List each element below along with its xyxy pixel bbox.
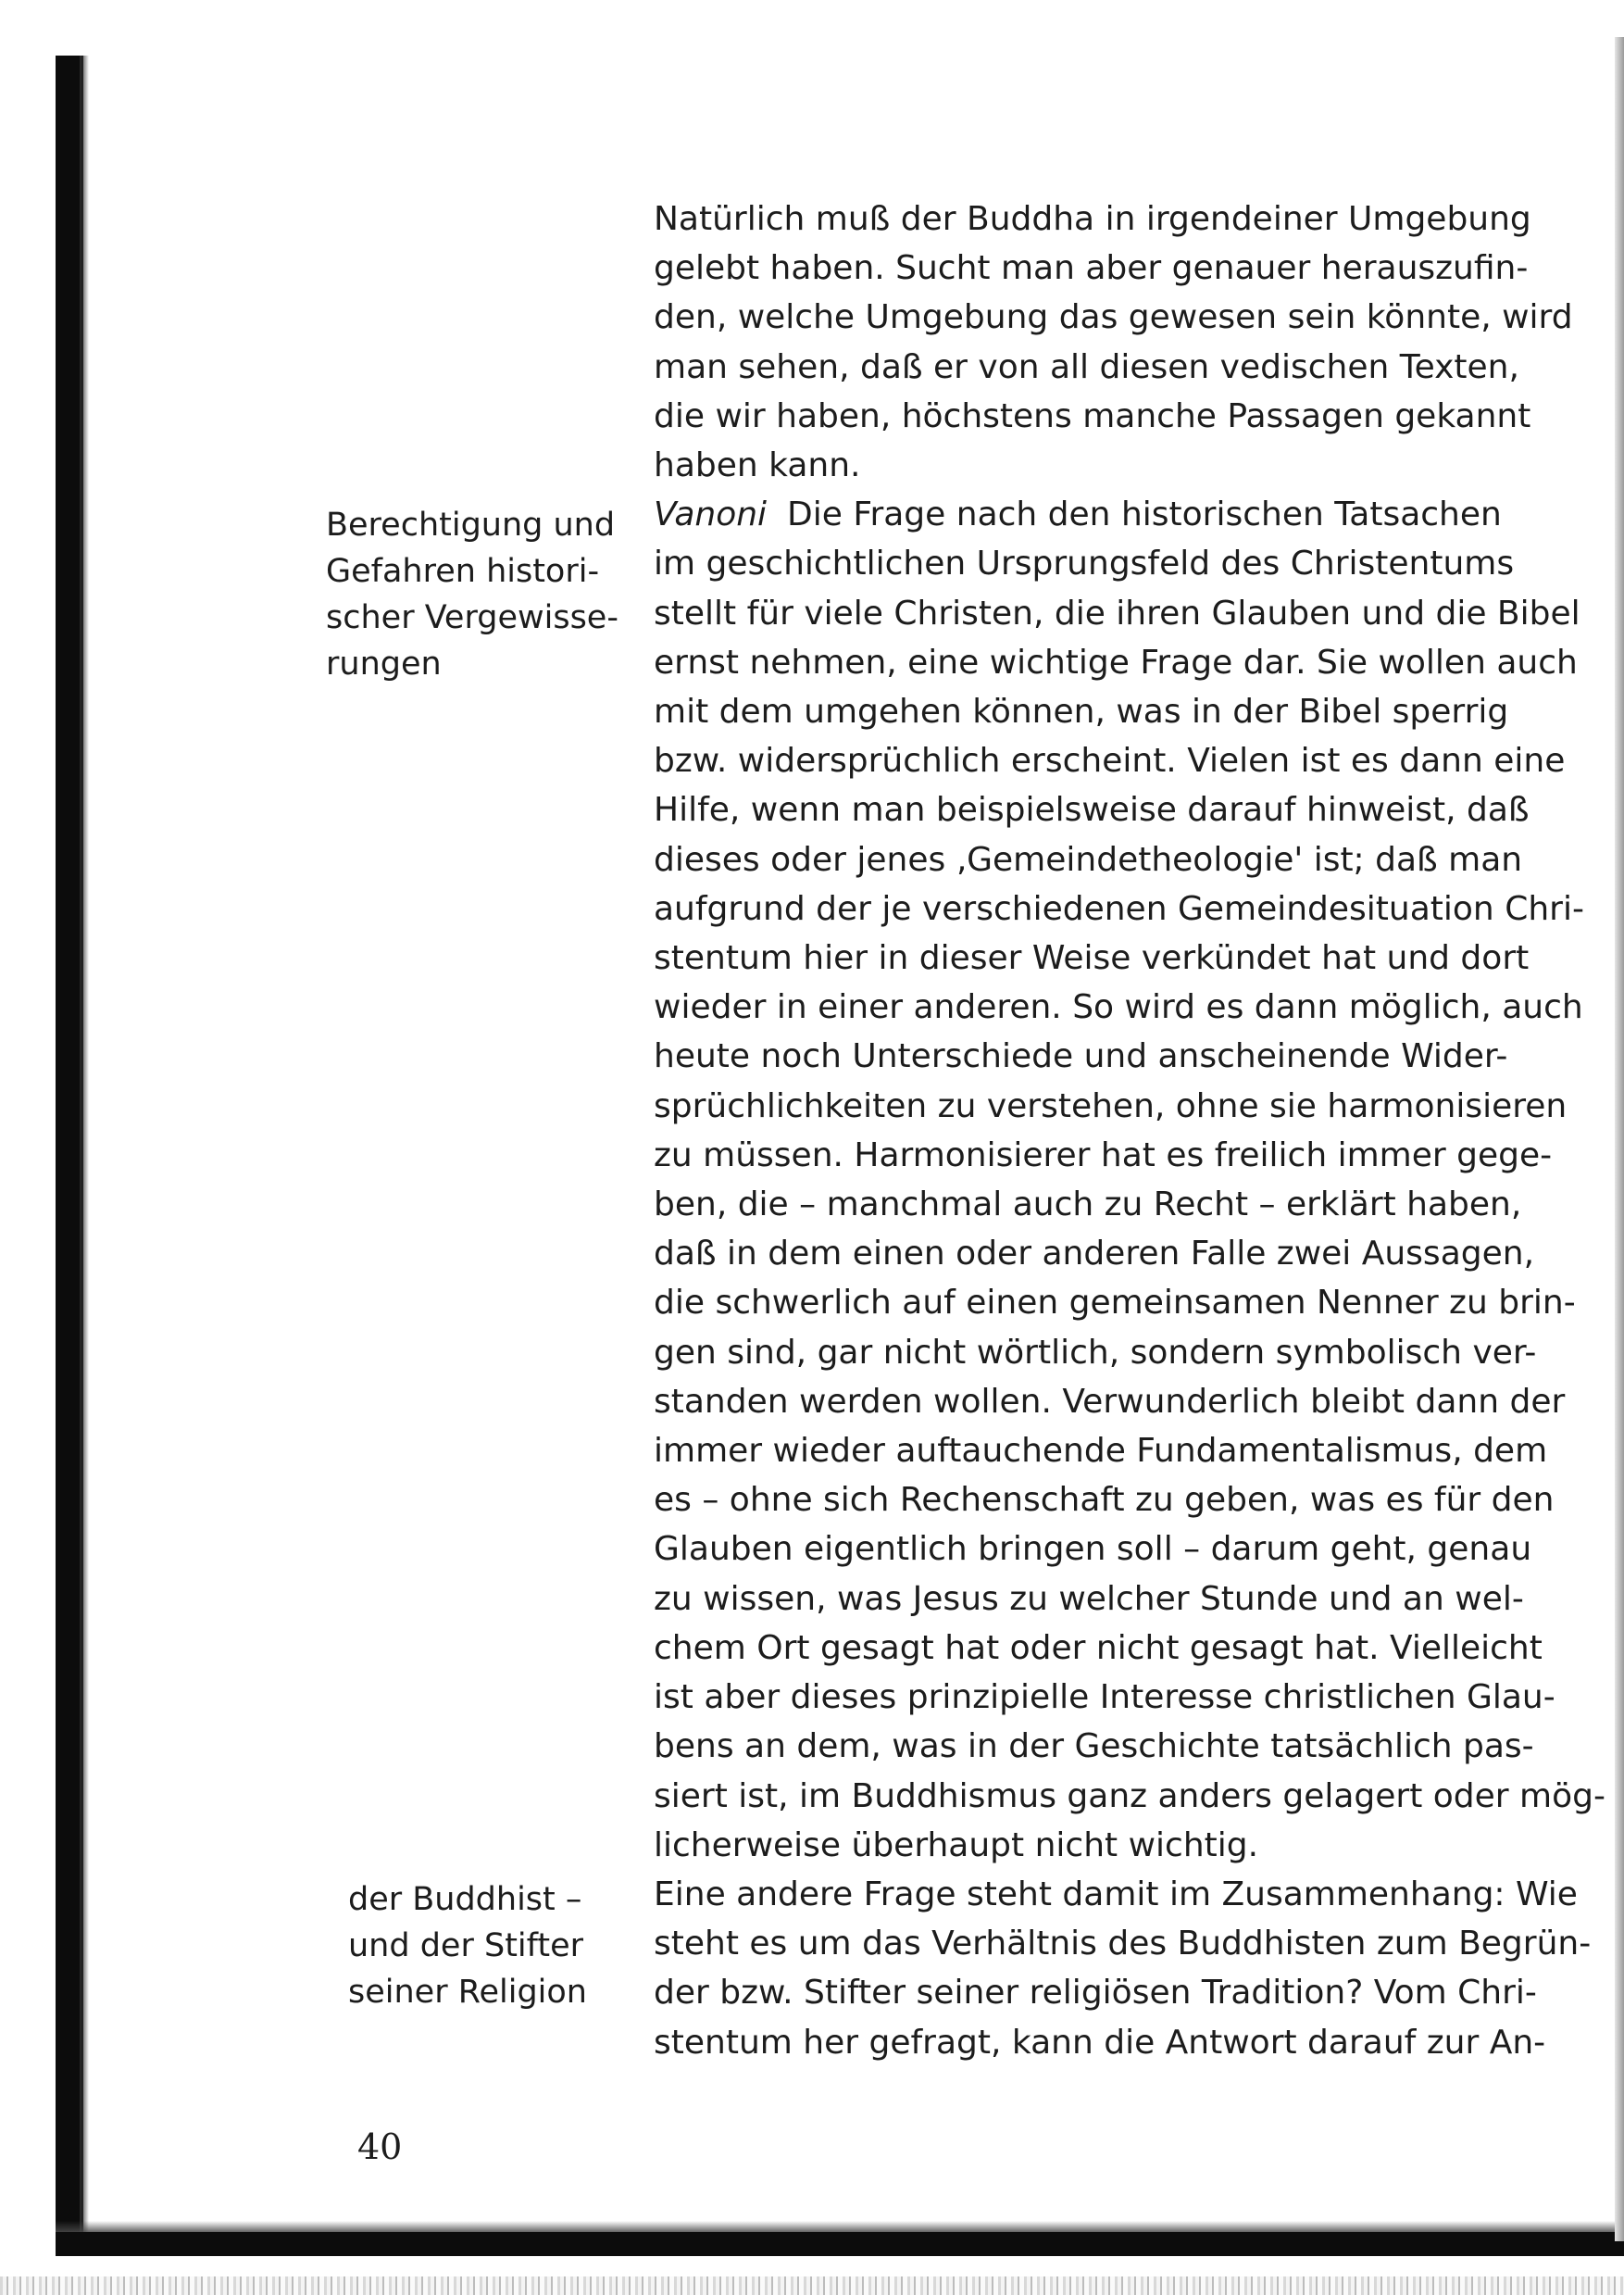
text-line: ist aber dieses prinzipielle Interesse christlichen Glau- bbox=[654, 1678, 1555, 1717]
margin-note-line: rungen bbox=[326, 646, 442, 683]
text-line: immer wieder auftauchende Fundamentalismus, dem bbox=[654, 1432, 1548, 1471]
text-line: der bzw. Stifter seiner religiösen Tradition? Vom Chri- bbox=[654, 1974, 1537, 2013]
paragraph-1 bbox=[654, 194, 1573, 490]
text-line-start: Die Frage nach den historischen Tatsachen bbox=[787, 495, 1502, 534]
margin-note-line: scher Vergewisse- bbox=[326, 599, 618, 636]
text-line: es – ohne sich Rechenschaft zu geben, was es für den bbox=[654, 1481, 1555, 1520]
text-line: aufgrund der je verschiedenen Gemeindesituation Chri- bbox=[654, 889, 1584, 928]
text-line: stentum her gefragt, kann die Antwort darauf zur An- bbox=[654, 2023, 1546, 2062]
text-line: dieses oder jenes ‚Gemeindetheologie' ist; daß man bbox=[654, 840, 1523, 879]
text-line: gelebt haben. Sucht man aber genauer herauszufin- bbox=[654, 249, 1529, 288]
text-line: man sehen, daß er von all diesen vedischen Texten, bbox=[654, 347, 1519, 386]
text-line bbox=[654, 490, 1552, 539]
margin-note-line: der Buddhist – bbox=[348, 1881, 582, 1918]
text-line: chem Ort gesagt hat oder nicht gesagt hat. Vielleicht bbox=[654, 1628, 1543, 1667]
scan-noise-strip bbox=[0, 2276, 1624, 2295]
scan-left-shadow bbox=[80, 56, 89, 2251]
margin-note-buddhist bbox=[348, 1876, 654, 2015]
margin-note-line: und der Stifter bbox=[348, 1927, 583, 1964]
text-line: steht es um das Verhältnis des Buddhisten zum Begrün- bbox=[654, 1925, 1592, 1963]
text-line: ben, die – manchmal auch zu Recht – erklärt haben, bbox=[654, 1185, 1522, 1224]
text-line: bzw. widersprüchlich erscheint. Vielen ist es dann eine bbox=[654, 742, 1566, 781]
text-line: Natürlich muß der Buddha in irgendeiner Umgebung bbox=[654, 200, 1531, 238]
text-line: stellt für viele Christen, die ihren Glauben und die Bibel bbox=[654, 594, 1580, 633]
scan-right-edge bbox=[1615, 37, 1624, 2241]
scan-bottom-edge bbox=[56, 2232, 1624, 2256]
body-text bbox=[654, 194, 1605, 2067]
text-line: wieder in einer anderen. So wird es dann möglich, auch bbox=[654, 988, 1583, 1027]
text-line: standen werden wollen. Verwunderlich bleibt dann der bbox=[654, 1382, 1566, 1421]
margin-note-line: seiner Religion bbox=[348, 1974, 587, 2011]
text-line: im geschichtlichen Ursprungsfeld des Christentums bbox=[654, 545, 1515, 583]
paragraph-2 bbox=[654, 490, 1605, 1870]
text-line: die wir haben, höchstens manche Passagen gekannt bbox=[654, 396, 1531, 435]
text-line: stentum hier in dieser Weise verkündet hat und dort bbox=[654, 939, 1530, 978]
text-line: die schwerlich auf einen gemeinsamen Nenner zu brin- bbox=[654, 1284, 1576, 1323]
text-line: gen sind, gar nicht wörtlich, sondern symbolisch ver- bbox=[654, 1333, 1537, 1372]
margin-note-line: Gefahren histori- bbox=[326, 553, 600, 590]
text-line: zu müssen. Harmonisierer hat es freilich immer gege- bbox=[654, 1135, 1553, 1174]
text-line: bens an dem, was in der Geschichte tatsächlich pas- bbox=[654, 1727, 1534, 1766]
page-number: 40 bbox=[357, 2126, 403, 2167]
text-line: ernst nehmen, eine wichtige Frage dar. Sie wollen auch bbox=[654, 643, 1578, 682]
text-line: den, welche Umgebung das gewesen sein könnte, wird bbox=[654, 298, 1573, 337]
text-line: Eine andere Frage steht damit im Zusammenhang: Wie bbox=[654, 1875, 1578, 1913]
text-line: Glauben eigentlich bringen soll – darum geht, genau bbox=[654, 1530, 1532, 1569]
text-line: heute noch Unterschiede und anscheinende Wider- bbox=[654, 1037, 1508, 1076]
text-line: Hilfe, wenn man beispielsweise darauf hinweist, daß bbox=[654, 791, 1530, 830]
text-line: siert ist, im Buddhismus ganz anders gelagert oder mög- bbox=[654, 1776, 1605, 1815]
margin-note-historical bbox=[326, 502, 631, 687]
text-line: zu wissen, was Jesus zu welcher Stunde und an wel- bbox=[654, 1579, 1524, 1618]
text-line: haben kann. bbox=[654, 446, 861, 485]
text-line: mit dem umgehen können, was in der Bibel sperrig bbox=[654, 693, 1509, 732]
text-line: sprüchlichkeiten zu verstehen, ohne sie harmonisieren bbox=[654, 1086, 1568, 1125]
speaker-name: Vanoni bbox=[654, 495, 768, 534]
paragraph-3 bbox=[654, 1870, 1592, 2067]
margin-note-line: Berechtigung und bbox=[326, 507, 616, 544]
text-line: licherweise überhaupt nicht wichtig. bbox=[654, 1825, 1259, 1864]
text-line: daß in dem einen oder anderen Falle zwei Aussagen, bbox=[654, 1235, 1535, 1273]
